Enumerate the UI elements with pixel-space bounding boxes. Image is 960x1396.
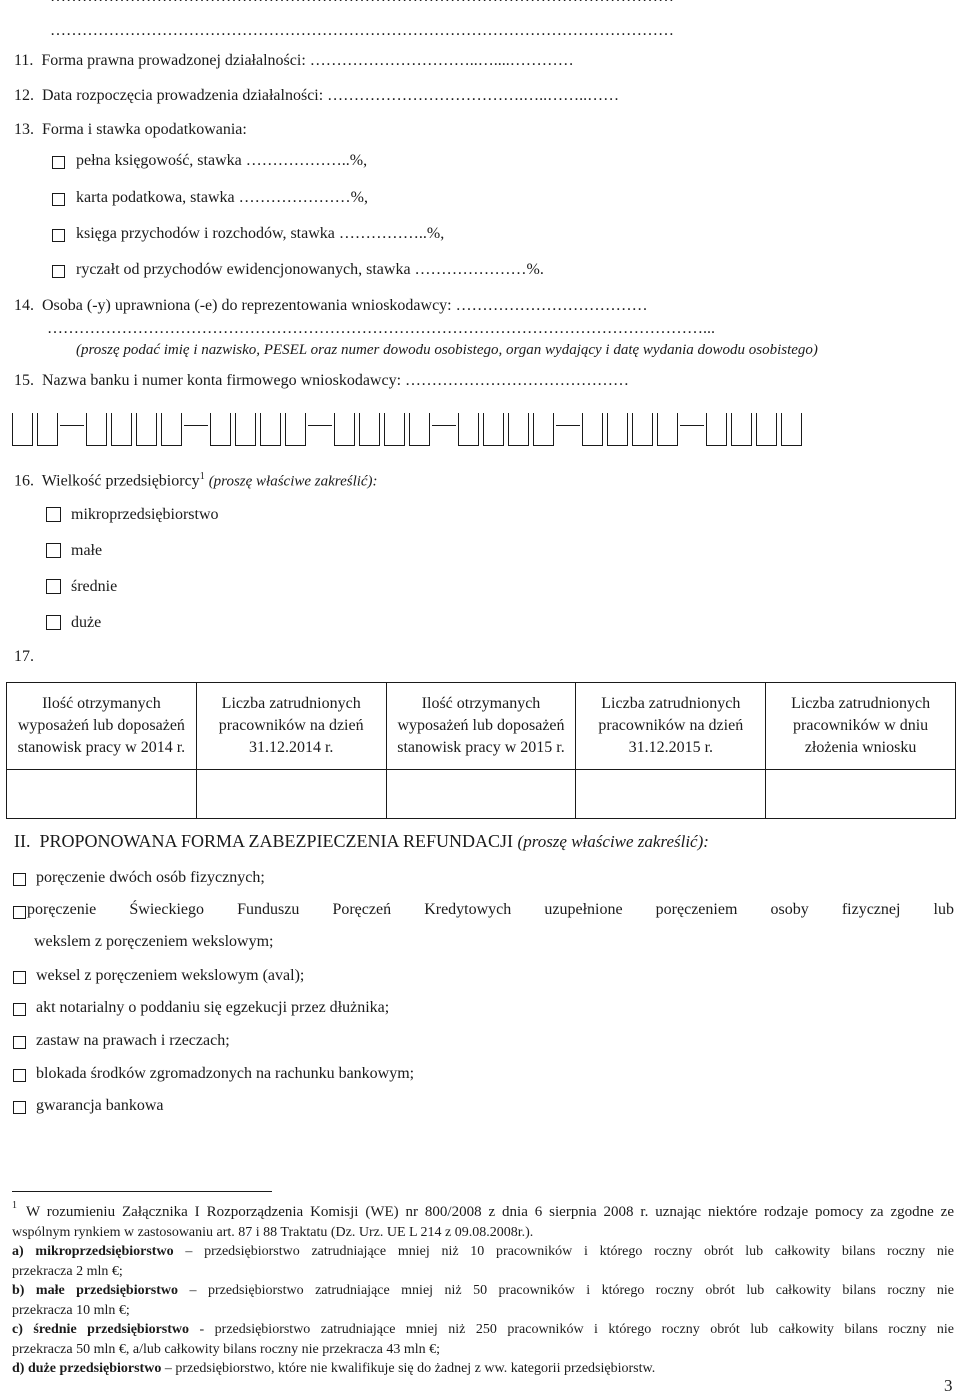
item-13-number: 13. [14, 121, 34, 138]
account-digit-box[interactable] [756, 413, 777, 446]
guarantee-checkbox-4[interactable] [13, 1003, 26, 1016]
tax-option-label-4: ryczałt od przychodów ewidencjonowanych, stawka …………………%. [76, 261, 544, 278]
item-16-hint: (proszę właściwe zakreślić): [208, 473, 378, 490]
account-digit-box[interactable] [706, 413, 727, 446]
table-input-cell[interactable] [196, 770, 386, 819]
item-16-text: Wielkość przedsiębiorcy [41, 472, 200, 490]
account-digit-frame [731, 413, 752, 446]
footnote-p1b: wspólnym rynkiem w zastosowaniu art. 87 i 88 Traktatu (Dz. Urz. UE L 214 z 09.08.2008r.). [12, 1225, 534, 1240]
footnote-divider [12, 1191, 272, 1192]
account-digit-box[interactable] [334, 413, 355, 446]
guarantee-label-4: akt notarialny o poddaniu się egzekucji przez dłużnika; [36, 999, 390, 1016]
tax-option-checkbox-2[interactable] [52, 193, 65, 206]
item-12-text: Data rozpoczęcia prowadzenia działalności: ……………………………….…..……..…… [42, 87, 620, 104]
footnote-a-label: a) mikroprzedsiębiorstwo [12, 1244, 174, 1259]
account-digit-frame [210, 413, 231, 446]
account-digit-box[interactable] [136, 413, 157, 446]
size-label-large: duże [71, 614, 102, 631]
guarantee-label-2: poręczenie Świeckiego Funduszu Poręczeń Kredytowych uzupełnione poręczeniem osoby fizycznej lub [27, 901, 954, 918]
account-digit-frame [508, 413, 529, 446]
item-15 [14, 372, 629, 390]
item-11 [14, 52, 574, 70]
account-digit-frame [334, 413, 355, 446]
item-14-text: Osoba (-y) uprawniona (-e) do reprezentowania wnioskodawcy: ……………………………… [42, 297, 648, 314]
tax-option-checkbox-3[interactable] [52, 229, 65, 242]
footnote-a [12, 1242, 954, 1262]
account-separator-dash [308, 425, 332, 426]
size-checkbox-large[interactable] [46, 615, 61, 630]
account-digit-box[interactable] [285, 413, 306, 446]
footnote-p1a: W rozumieniu Załącznika I Rozporządzenia Komisji (WE) nr 800/2008 z dnia 6 sierpnia 2008 r. uznając niektóre rodzaje pomocy za zgodne ze [26, 1204, 954, 1220]
item-15-number: 15. [14, 372, 34, 389]
account-group-separator [184, 413, 208, 446]
dots-line-2: ……………………………………………………………………………………………………… [50, 22, 674, 39]
guarantee-label-7: gwarancja bankowa [36, 1097, 164, 1114]
account-digit-box[interactable] [37, 413, 58, 446]
footnote-d-text: – przedsiębiorstwo, które nie kwalifikuje się do żadnej z ww. kategorii przedsiębiorstw. [161, 1361, 656, 1376]
account-digit-box[interactable] [607, 413, 628, 446]
table-input-cell[interactable] [576, 770, 766, 819]
tax-option-checkbox-1[interactable] [52, 156, 65, 169]
account-digit-box[interactable] [582, 413, 603, 446]
item-16 [14, 471, 378, 490]
account-digit-frame [235, 413, 256, 446]
account-separator-dash [556, 425, 580, 426]
account-digit-box[interactable] [384, 413, 405, 446]
footnote-a-text: – przedsiębiorstwo zatrudniające mniej niż 10 pracowników i którego roczny obrót lub całkowity bilans roczny nie [173, 1244, 954, 1259]
size-checkbox-medium[interactable] [46, 579, 61, 594]
account-digit-box[interactable] [483, 413, 504, 446]
account-separator-dash [432, 425, 456, 426]
account-group-separator [308, 413, 332, 446]
guarantee-label-5: zastaw na prawach i rzeczach; [36, 1032, 230, 1049]
account-digit-frame [359, 413, 380, 446]
account-digit-frame [285, 413, 306, 446]
item-17-number: 17. [14, 648, 34, 665]
guarantee-checkbox-1[interactable] [13, 873, 26, 886]
page-number: 3 [944, 1376, 953, 1395]
table-header-cell: Ilość otrzymanych wyposażeń lub doposażeń stanowisk pracy w 2015 r. [386, 683, 576, 770]
section-2-title: PROPONOWANA FORMA ZABEZPIECZENIA REFUNDACJI [39, 831, 514, 851]
footnote-d-label: d) duże przedsiębiorstwo [12, 1361, 162, 1376]
account-digit-box[interactable] [161, 413, 182, 446]
guarantee-label-2-cont: wekslem z poręczeniem wekslowym; [34, 933, 274, 950]
tax-option-label-2: karta podatkowa, stawka …………………%, [76, 189, 368, 206]
table-header-cell: Ilość otrzymanych wyposażeń lub doposażeń stanowisk pracy w 2014 r. [7, 683, 197, 770]
item-11-text: Forma prawna prowadzonej działalności: …………………………..…....………… [41, 52, 574, 69]
account-digit-box[interactable] [781, 413, 802, 446]
account-digit-frame [409, 413, 430, 446]
item-14-continuation: ……………………………………………………………………………………………………………... [47, 320, 715, 337]
account-digit-frame [136, 413, 157, 446]
section-2-number: II. [14, 831, 31, 851]
section-2-heading [14, 831, 709, 852]
footnote-mark: 1 [12, 1200, 17, 1211]
table-input-cell[interactable] [766, 770, 956, 819]
account-digit-frame [260, 413, 281, 446]
size-checkbox-small[interactable] [46, 543, 61, 558]
account-separator-dash [184, 425, 208, 426]
dots-line-1 [50, 0, 674, 6]
guarantee-checkbox-3[interactable] [13, 971, 26, 984]
item-12-number: 12. [14, 87, 34, 104]
account-group-separator [60, 413, 84, 446]
account-digit-box[interactable] [86, 413, 107, 446]
footnote-c [12, 1320, 954, 1340]
size-label-small: małe [71, 542, 103, 559]
account-digit-frame [582, 413, 603, 446]
guarantee-checkbox-5[interactable] [13, 1036, 26, 1049]
footnote-c-cont: przekracza 50 mln €, a/lub całkowity bilans roczny nie przekracza 43 mln €; [12, 1342, 440, 1357]
account-digit-frame [756, 413, 777, 446]
table-input-cell[interactable] [386, 770, 576, 819]
tax-option-label-1: pełna księgowość, stawka ………………..%, [76, 152, 368, 169]
account-digit-box[interactable] [657, 413, 678, 446]
item-13 [14, 121, 247, 139]
account-separator-dash [60, 425, 84, 426]
footnote-c-label: c) średnie przedsiębiorstwo [12, 1322, 190, 1337]
account-digit-box[interactable] [632, 413, 653, 446]
section-2-hint: (proszę właściwe zakreślić): [517, 832, 709, 851]
size-checkbox-micro[interactable] [46, 507, 61, 522]
account-digit-box[interactable] [210, 413, 231, 446]
footnote-a-cont: przekracza 2 mln €; [12, 1264, 123, 1279]
item-16-number: 16. [14, 472, 34, 490]
account-digit-frame [632, 413, 653, 446]
account-digit-box[interactable] [508, 413, 529, 446]
account-group-separator [556, 413, 580, 446]
guarantee-label-6: blokada środków zgromadzonych na rachunku bankowym; [36, 1065, 415, 1082]
account-digit-frame [37, 413, 58, 446]
account-digit-frame [533, 413, 554, 446]
guarantee-label-3: weksel z poręczeniem wekslowym (aval); [36, 967, 305, 984]
account-digit-box[interactable] [458, 413, 479, 446]
item-13-text: Forma i stawka opodatkowania: [42, 121, 247, 138]
item-14-number: 14. [14, 297, 34, 314]
account-digit-frame [781, 413, 802, 446]
account-digit-box[interactable] [111, 413, 132, 446]
account-digit-frame [86, 413, 107, 446]
guarantee-checkbox-6[interactable] [13, 1069, 26, 1082]
tax-option-label-3: księga przychodów i rozchodów, stawka ……………..%, [76, 225, 445, 242]
account-digit-frame [607, 413, 628, 446]
item-15-text: Nazwa banku i numer konta firmowego wnioskodawcy: …………………………………… [42, 372, 630, 389]
account-separator-dash [680, 425, 704, 426]
account-digit-frame [12, 413, 33, 446]
account-digit-frame [458, 413, 479, 446]
item-14-hint: (proszę podać imię i nazwisko, PESEL oraz numer dowodu osobistego, organ wydający i datę wydania dowodu osobistego) [76, 342, 818, 358]
footnote-ref: 1 [199, 471, 205, 482]
account-digit-frame [111, 413, 132, 446]
table-header-cell: Liczba zatrudnionych pracowników na dzień 31.12.2015 r. [576, 683, 766, 770]
size-label-micro: mikroprzedsiębiorstwo [71, 506, 219, 523]
table-header-cell: Liczba zatrudnionych pracowników w dniu złożenia wniosku [766, 683, 956, 770]
footnote-b-label: b) małe przedsiębiorstwo [12, 1283, 179, 1298]
guarantee-checkbox-2[interactable] [13, 906, 26, 919]
tax-option-checkbox-4[interactable] [52, 265, 65, 278]
account-digit-frame [706, 413, 727, 446]
footnote-b-text: – przedsiębiorstwo zatrudniające mniej niż 50 pracowników i którego roczny obrót lub całkowity bilans roczny nie [178, 1283, 954, 1298]
account-digit-box[interactable] [533, 413, 554, 446]
account-group-separator [680, 413, 704, 446]
guarantee-checkbox-7[interactable] [13, 1101, 26, 1114]
account-digit-box[interactable] [12, 413, 33, 446]
footnote-b-cont: przekracza 10 mln €; [12, 1303, 130, 1318]
account-digit-box[interactable] [260, 413, 281, 446]
item-12 [14, 87, 619, 105]
account-digit-box[interactable] [359, 413, 380, 446]
account-digit-frame [161, 413, 182, 446]
table-input-cell[interactable] [7, 770, 197, 819]
account-digit-frame [483, 413, 504, 446]
size-label-medium: średnie [71, 578, 118, 595]
footnote-d [12, 1359, 655, 1379]
table-header-cell: Liczba zatrudnionych pracowników na dzień 31.12.2014 r. [196, 683, 386, 770]
guarantee-label-1: poręczenie dwóch osób fizycznych; [36, 869, 265, 886]
account-digit-frame [657, 413, 678, 446]
item-14 [14, 297, 648, 315]
account-digit-frame [384, 413, 405, 446]
account-digit-box[interactable] [409, 413, 430, 446]
item-11-number: 11. [14, 52, 34, 69]
employment-table [6, 682, 956, 819]
footnote-b [12, 1281, 954, 1301]
account-digit-box[interactable] [731, 413, 752, 446]
account-group-separator [432, 413, 456, 446]
account-digit-box[interactable] [235, 413, 256, 446]
footnote-c-text: - przedsiębiorstwo zatrudniające mniej niż 250 pracowników i którego roczny obrót lub całkowity bilans roczny nie [189, 1322, 954, 1337]
